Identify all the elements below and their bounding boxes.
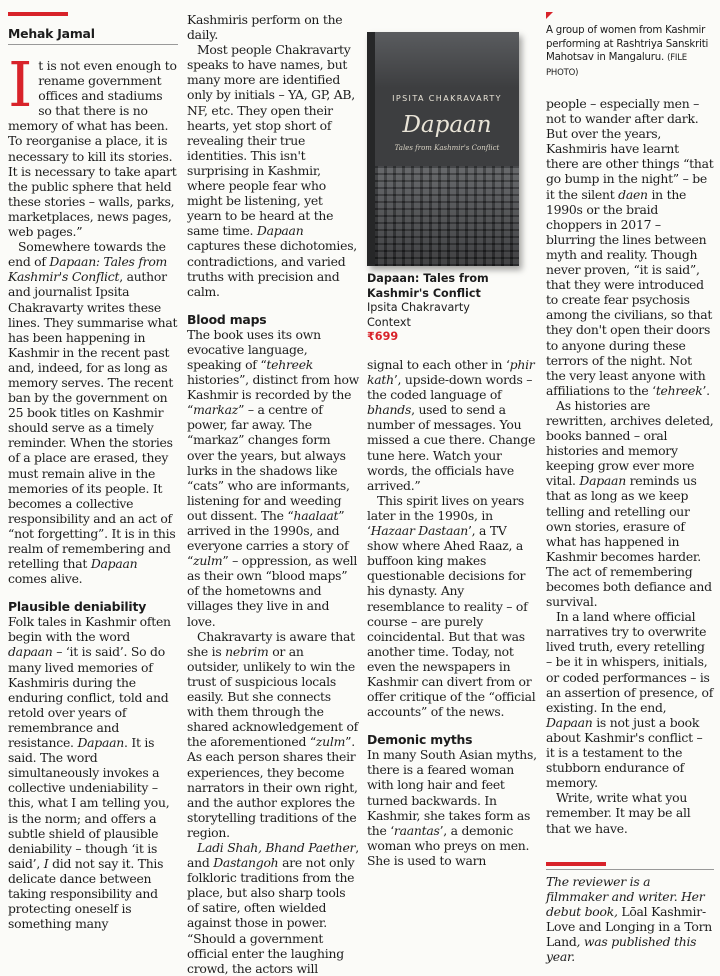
paragraph: signal to each other in ‘phir kath’, upside-down words – the coded language of bhands, used to send a number of messages. You missed a cue there. Change tune here. Watch your words, the officials have arrived.”	[367, 357, 536, 493]
paragraph: In many South Asian myths, there is a feared woman with long hair and feet turned backwards. In Kashmir, she takes form as the ‘raantas’, a demonic woman who preys on men. She is used to warn	[367, 747, 537, 868]
paragraph: This spirit lives on years later in the 1990s, in ‘Hazaar Dastaan’, a TV show where Ahed Raaz, a buffoon king makes questionable decisions for his dynasty. Any resemblance to reality – of course – are purely coincidental. But that was another time. Today, not even the newspapers in Kashmir can divert from or offer critique of the “official accounts” of the news.	[367, 492, 536, 720]
byline-rule	[8, 12, 68, 16]
column-3	[367, 357, 539, 868]
paragraph: Kashmiris perform on the daily.	[187, 12, 343, 43]
subheading-demonic-myths: Demonic myths	[367, 732, 473, 748]
book-info	[367, 272, 517, 345]
caption-marker	[546, 12, 553, 19]
subheading-blood-maps: Blood maps	[187, 311, 267, 327]
paragraph: In a land where official narratives try to overwrite lived truth, every retelling – be it in whispers, initials, or coded performances – is an assertion of presence, of existing. In the end, Dapaan is not just a book about Kashmir's conflict – it is a testament to the stubborn endurance of memory.	[546, 609, 714, 791]
book-info-author: Ipsita Chakravarty	[367, 301, 470, 314]
paragraph: Folk tales in Kashmir often begin with the word dapaan – ‘it is said’. So do many lived memories of Kashmiris during the enduring conflict, told and retold over years of remembrance and resistance. Dapaan. It is said. The word simultaneously invokes a collective undeniability – this, what I am telling you, is the norm; and offers a subtle shield of plausible deniability – though ‘it is said’, I did not say it. This delicate dance between taking responsibility and protecting oneself is something many	[8, 614, 171, 932]
photo-caption: A group of women from Kashmir performing at Rashtriya Sanskriti Mahotsav in Mangaluru. (FILE PHOTO)	[546, 25, 709, 78]
cover-title: Dapaan	[402, 112, 492, 138]
paragraph: As histories are rewritten, archives deleted, books banned – oral histories and memory keeping grow ever more vital. Dapaan reminds us that as long as we keep telling and retelling our own stories, erasure of what has happened in Kashmir becomes harder. The act of remembering becomes both defiance and survival.	[546, 397, 714, 610]
book-info-title: Dapaan: Tales from Kashmir's Conflict	[367, 272, 489, 300]
bio-rule	[546, 862, 606, 866]
column-4	[546, 96, 714, 964]
reviewer-bio: The reviewer is a filmmaker and writer. Her debut book, Lōal Kashmir-Love and Longing in a Torn Land, was published this year.	[546, 873, 712, 965]
paragraph: The book uses its own evocative language, speaking of “tehreek histories”, distinct from how Kashmir is recorded by the “markaz” – a centre of power, far away. The “markaz” changes form over the years, but always lurks in the shadows like “cats” who are informants, listening for and weeding out dissent. The “haalaat” arrived in the 1990s, and everyone carries a story of “zulm” – oppression, as well as their own “blood maps” of the hometowns and villages they live in and love.	[187, 326, 360, 629]
paragraph: Chakravarty is aware that she is nebrim or an outsider, unlikely to win the trust of suspicious locals easily. But she connects with them through the shared acknowledgement of the aforementioned “zulm”. As each person shares their experiences, they become narrators in their own right, and the author explores the storytelling traditions of the region.	[187, 628, 359, 840]
lead-paragraph: It is not even enough to rename government offices and stadiums so that there is no memory of what has been. To reorganise a place, it is necessary to kill its stories. It is necessary to take apart the public sphere that held these stories – walls, parks, marketplaces, news pages, web pages.”	[8, 48, 177, 240]
paragraph: Ladi Shah, Bhand Paether, and Dastangoh are not only folkloric traditions from the place, but also sharp tools of satire, often wielded against those in power. “Should a government official enter the laughing crowd, the actors will	[187, 839, 359, 976]
byline-divider	[8, 44, 178, 45]
column-1	[8, 0, 178, 931]
subheading-plausible-deniability: Plausible deniability	[8, 599, 147, 615]
cover-sky	[375, 32, 519, 88]
paragraph: Somewhere towards the end of Dapaan: Tales from Kashmir's Conflict, author and journalist Ipsita Chakravarty writes these lines. They summarise what has been happening in Kashmir in the recent past and, indeed, for as long as memory serves. The recent ban by the government on 25 book titles on Kashmir should serve as a timely reminder. When the stories of a place are erased, they must remain alive in the memories of its people. It becomes a collective responsibility and an act of “not forgetting”. It is in this realm of remembering and retelling that Dapaan comes alive.	[8, 239, 178, 587]
cover-author: IPSITA CHAKRAVARTY	[392, 94, 502, 103]
book-cover-image	[367, 32, 519, 266]
cover-subtitle: Tales from Kashmir's Conflict	[394, 144, 500, 152]
bio-divider	[546, 869, 714, 870]
paragraph: Most people Chakravarty speaks to have names, but many more are identified only by initials – YA, GP, AB, NF, etc. They open their hearts, yet stop short of revealing their true identities. This isn't surprising in Kashmir, where people fear who might be listening, yet yearn to be heard at the same time. Dapaan captures these dichotomies, contradictions, and varied truths with precision and calm.	[187, 42, 357, 299]
book-info-price: ₹699	[367, 330, 399, 343]
paragraph: people – especially men – not to wander after dark. But over the years, Kashmiris have learnt there are other things “that go bump in the night” – be it the silent daen in the 1990s or the braid choppers in 2017 – blurring the lines between myth and reality. Though never proven, “it is said”, that they were introduced to create fear psychosis among the civilians, so that they don't open their doors to anyone during these terrors of the night. Not the very least anyone with affiliations to the ‘tehreek’.	[546, 96, 714, 398]
byline: Mehak Jamal	[8, 26, 95, 41]
column-2	[187, 12, 359, 976]
book-info-publisher: Context	[367, 315, 411, 329]
book-spine	[367, 32, 375, 266]
paragraph: Write, write what you remember. It may be all that we have.	[546, 790, 691, 836]
drop-cap: I	[8, 48, 33, 121]
cover-townscape	[375, 166, 519, 266]
